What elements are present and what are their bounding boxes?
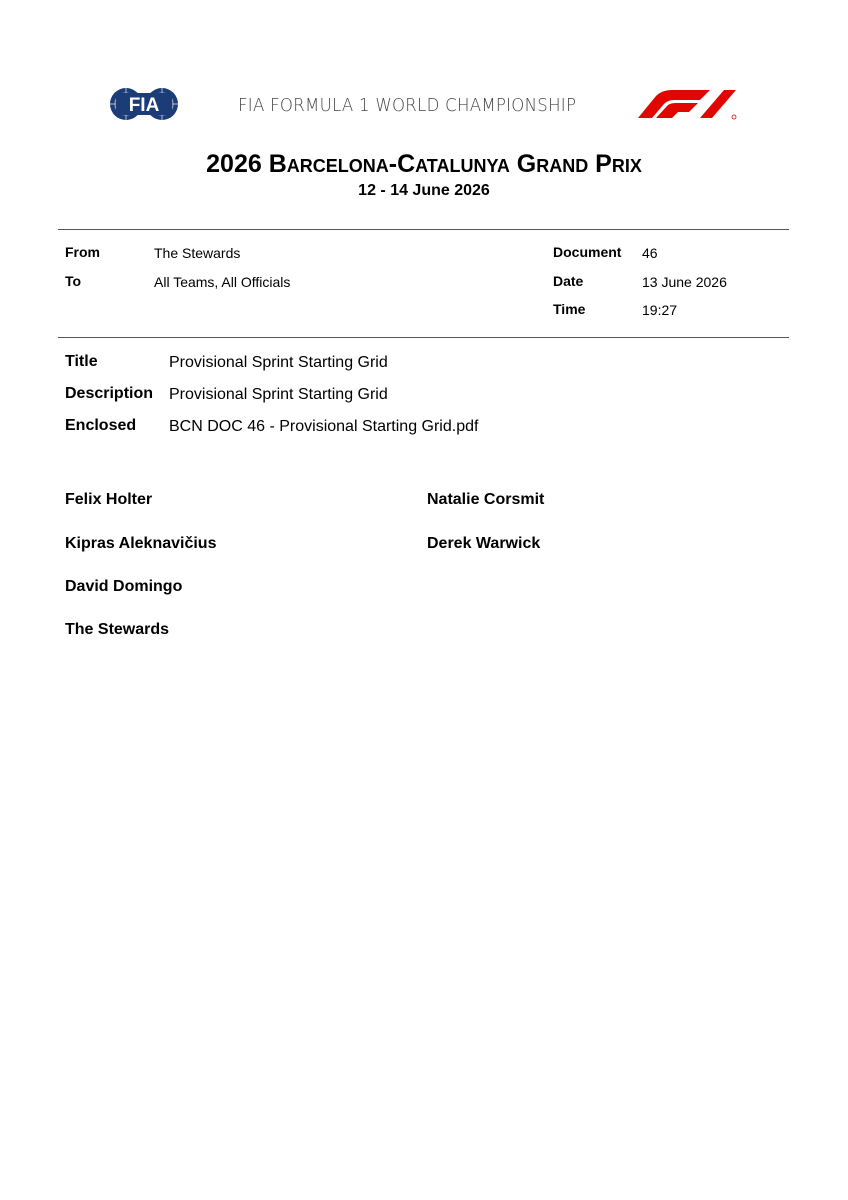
enclosed-attachment-link[interactable]: BCN DOC 46 - Provisional Starting Grid.pdf <box>169 418 479 435</box>
document-value: 46 <box>642 245 658 261</box>
signatory-left-1: Felix Holter <box>65 491 153 508</box>
signatory-left-3: David Domingo <box>65 578 183 595</box>
description-label: Description <box>65 385 154 402</box>
from-value: The Stewards <box>154 245 241 261</box>
time-label: Time <box>553 301 586 317</box>
fia-logo-text: FIA <box>128 95 160 116</box>
enclosed-label: Enclosed <box>65 417 137 434</box>
title-label: Title <box>65 353 98 370</box>
championship-title: FIA FORMULA 1 WORLD CHAMPIONSHIP <box>238 95 577 116</box>
to-value: All Teams, All Officials <box>154 274 291 290</box>
title-value: Provisional Sprint Starting Grid <box>169 354 388 371</box>
signatory-left-4: The Stewards <box>65 621 170 638</box>
to-label: To <box>65 273 82 289</box>
document-label: Document <box>553 244 622 260</box>
signatory-right-2: Derek Warwick <box>427 535 541 552</box>
event-dates: 12 - 14 June 2026 <box>358 182 490 199</box>
fia-logo <box>108 78 180 130</box>
event-title-text: 2026 Barcelona-Catalunya Grand Prix <box>206 150 642 178</box>
signatory-left-2: Kipras Aleknavičius <box>65 535 217 552</box>
divider-bottom <box>58 337 789 338</box>
description-value: Provisional Sprint Starting Grid <box>169 386 388 403</box>
event-title <box>0 150 848 179</box>
from-label: From <box>65 244 100 260</box>
f1-logo <box>636 88 740 120</box>
date-value: 13 June 2026 <box>642 274 727 290</box>
date-label: Date <box>553 273 584 289</box>
time-value: 19:27 <box>642 302 678 318</box>
signatory-right-1: Natalie Corsmit <box>427 491 545 508</box>
divider-top <box>58 229 789 230</box>
